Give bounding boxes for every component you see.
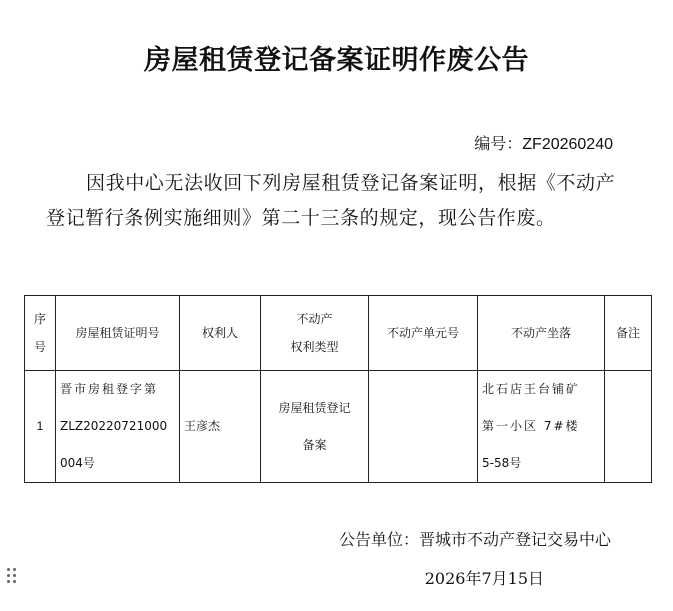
header-cert-no: 房屋租赁证明号 bbox=[56, 296, 180, 371]
document-number-label: 编号： bbox=[474, 134, 523, 153]
header-remark: 备注 bbox=[605, 296, 652, 371]
cell-right-type: 房屋租赁登记 备案 bbox=[261, 371, 369, 483]
table-header-row bbox=[25, 296, 652, 371]
issuing-unit: 公告单位：晋城市不动产登记交易中心 bbox=[338, 530, 611, 549]
header-right-type: 不动产 权利类型 bbox=[261, 296, 369, 371]
document-number-value: ZF20260240 bbox=[522, 136, 613, 153]
page-title: 房屋租赁登记备案证明作废公告 bbox=[144, 45, 529, 76]
cell-seq: 1 bbox=[25, 371, 56, 483]
header-holder: 权利人 bbox=[180, 296, 261, 371]
table-row bbox=[25, 371, 652, 483]
cell-cert-no: 晋市房租登字第 ZLZ20220721000 004号 bbox=[56, 371, 180, 483]
issue-date: 2026年7月15日 bbox=[424, 569, 544, 588]
header-seq: 序 号 bbox=[25, 296, 56, 371]
header-location: 不动产坐落 bbox=[478, 296, 605, 371]
header-unit-no: 不动产单元号 bbox=[369, 296, 478, 371]
voided-certificates-table bbox=[24, 295, 652, 483]
document-number bbox=[474, 131, 613, 154]
cell-holder: 王彦杰 bbox=[180, 371, 261, 483]
drag-handle-icon[interactable] bbox=[7, 568, 19, 584]
cell-remark bbox=[605, 371, 652, 483]
cell-unit-no bbox=[369, 371, 478, 483]
cell-location: 北石店王台铺矿 第一小区 7#楼 5-58号 bbox=[478, 371, 605, 483]
notice-body: 因我中心无法收回下列房屋租赁登记备案证明，根据《不动产登记暂行条例实施细则》第二十三条的规定，现公告作废。 bbox=[46, 172, 616, 229]
